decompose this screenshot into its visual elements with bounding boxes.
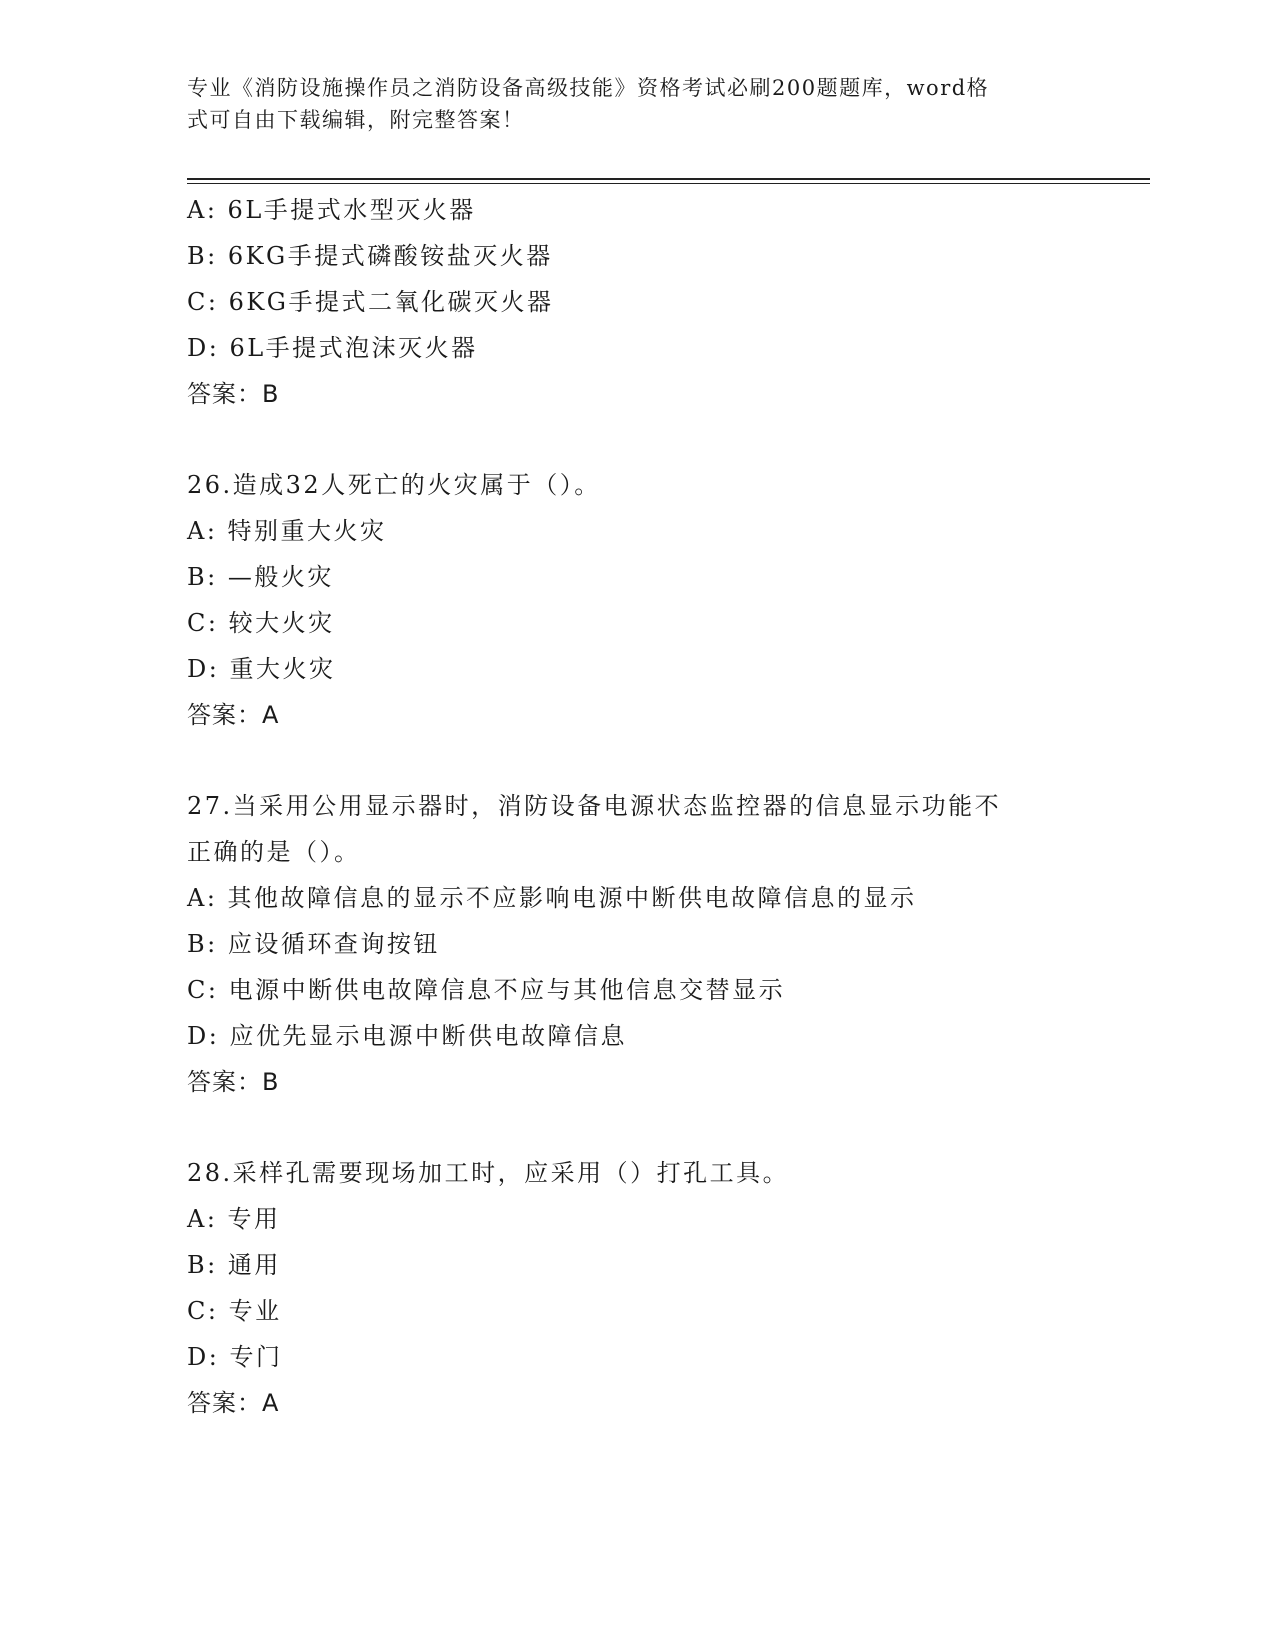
option-c: C: 专业 bbox=[187, 1297, 282, 1325]
spacer bbox=[187, 738, 1087, 783]
answer-line: 答案：B bbox=[187, 1068, 280, 1096]
option-d: D: 6L手提式泡沫灭火器 bbox=[187, 334, 478, 362]
option-a: A: 专用 bbox=[187, 1205, 281, 1233]
question-list bbox=[187, 187, 1087, 1426]
document-header bbox=[187, 72, 1067, 136]
answer-line: 答案：B bbox=[187, 380, 280, 408]
option-c: C: 较大火灾 bbox=[187, 609, 335, 637]
option-b: B: 应设循环查询按钮 bbox=[187, 930, 440, 958]
header-line-1: 专业《消防设施操作员之消防设备高级技能》资格考试必刷200题题库，word格 bbox=[187, 76, 990, 100]
spacer bbox=[187, 417, 1087, 462]
option-c: C: 电源中断供电故障信息不应与其他信息交替显示 bbox=[187, 976, 786, 1004]
question-stem: 27.当采用公用显示器时，消防设备电源状态监控器的信息显示功能不 bbox=[187, 792, 1002, 820]
option-c: C: 6KG手提式二氧化碳灭火器 bbox=[187, 288, 554, 316]
option-a: A: 特别重大火灾 bbox=[187, 517, 387, 545]
option-d: D: 应优先显示电源中断供电故障信息 bbox=[187, 1022, 627, 1050]
spacer bbox=[187, 1105, 1087, 1150]
option-d: D: 专门 bbox=[187, 1343, 283, 1371]
header-line-2: 式可自由下载编辑，附完整答案！ bbox=[187, 108, 525, 132]
option-b: B: 6KG手提式磷酸铵盐灭火器 bbox=[187, 242, 553, 270]
question-stem: 28.采样孔需要现场加工时，应采用（）打孔工具。 bbox=[187, 1159, 790, 1187]
option-a: A: 6L手提式水型灭火器 bbox=[187, 196, 476, 224]
question-stem-continued: 正确的是（）。 bbox=[187, 838, 361, 866]
header-divider-thick bbox=[187, 178, 1150, 180]
question-27 bbox=[187, 783, 1087, 1105]
header-divider-thin bbox=[187, 183, 1150, 184]
question-26 bbox=[187, 462, 1087, 738]
question-28 bbox=[187, 1150, 1087, 1426]
option-d: D: 重大火灾 bbox=[187, 655, 336, 683]
question-25-continuation bbox=[187, 187, 1087, 417]
question-stem: 26.造成32人死亡的火灾属于（）。 bbox=[187, 471, 601, 499]
option-b: B: —般火灾 bbox=[187, 563, 334, 591]
option-a: A: 其他故障信息的显示不应影响电源中断供电故障信息的显示 bbox=[187, 884, 917, 912]
option-b: B: 通用 bbox=[187, 1251, 281, 1279]
answer-line: 答案：A bbox=[187, 701, 280, 729]
answer-line: 答案：A bbox=[187, 1389, 280, 1417]
